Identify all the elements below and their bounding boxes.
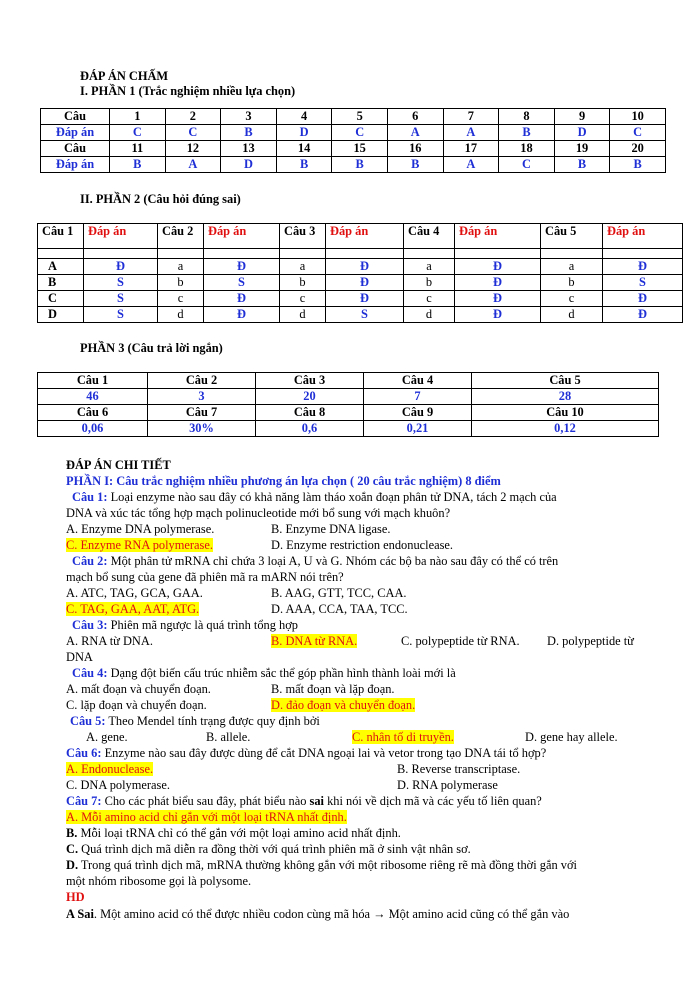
table2-statement-cell: c — [280, 291, 326, 307]
question-4 — [72, 665, 672, 681]
table2-header-cell: Đáp án — [84, 224, 158, 249]
q7-option-c-label: C. — [66, 842, 79, 856]
table2-statement-cell: a — [404, 259, 455, 275]
table2-answer-cell: Đ — [603, 307, 683, 323]
table2-answer-cell: S — [84, 291, 158, 307]
table1-answer-cell: C — [610, 125, 666, 141]
table2-statement-cell: C — [38, 291, 84, 307]
table1-row — [41, 141, 666, 157]
table2-header-cell: Đáp án — [326, 224, 404, 249]
table3-row — [38, 373, 659, 389]
question-6-text: Enzyme nào sau đây được dùng để cắt DNA ngoại lai và vetor trong tạo DNA tái tổ hợp? — [101, 746, 547, 760]
q1-option-a: A. Enzyme DNA polymerase. — [66, 522, 215, 536]
table2-header-cell: Đáp án — [455, 224, 541, 249]
table2-answer-cell: Đ — [204, 307, 280, 323]
table2-statement-cell: d — [541, 307, 603, 323]
table3-question-cell: Câu 7 — [148, 405, 256, 421]
q1-option-d: D. Enzyme restriction endonuclease. — [271, 538, 454, 552]
table3-answer-cell: 20 — [256, 389, 364, 405]
q4-option-a: A. mất đoạn và chuyển đoạn. — [66, 682, 211, 696]
q5-option-d: D. gene hay allele. — [525, 730, 618, 744]
table2-statement-cell: B — [38, 275, 84, 291]
table2-statement-cell: d — [404, 307, 455, 323]
q7-option-d — [66, 857, 666, 873]
table1-question-cell: 4 — [276, 109, 332, 125]
part2-answer-table — [37, 223, 683, 323]
table2-header-cell: Câu 5 — [541, 224, 603, 249]
question-7-text-post: khi nói về dịch mã và các yếu tố liên quan? — [324, 794, 542, 808]
table2-answer-cell: Đ — [455, 307, 541, 323]
q6-option-a: A. Endonuclease. — [66, 762, 154, 776]
table2-spacer-row — [38, 249, 683, 259]
table3-question-cell: Câu 2 — [148, 373, 256, 389]
table2-statement-cell: c — [158, 291, 204, 307]
part3-title: PHẦN 3 (Câu trả lời ngắn) — [80, 341, 223, 355]
question-5-label: Câu 5: — [70, 714, 106, 728]
table2-statement-cell: b — [541, 275, 603, 291]
table1-answer-cell: A — [165, 157, 221, 173]
table2-answer-cell: Đ — [326, 291, 404, 307]
table2-header-cell: Câu 3 — [280, 224, 326, 249]
table1-question-cell: 3 — [221, 109, 277, 125]
table3-question-cell: Câu 6 — [38, 405, 148, 421]
q3-option-d-2: DNA — [66, 650, 93, 664]
table1-question-cell: 17 — [443, 141, 499, 157]
q3-option-d: D. polypeptide từ — [547, 634, 634, 648]
part2-title: II. PHẦN 2 (Câu hỏi đúng sai) — [80, 192, 241, 206]
table1-answer-cell: A — [443, 125, 499, 141]
q2-option-b: B. AAG, GTT, TCC, CAA. — [271, 586, 407, 600]
table2-answer-cell: Đ — [603, 259, 683, 275]
table1-question-cell: 18 — [499, 141, 555, 157]
table1-row-label: Đáp án — [41, 157, 110, 173]
table1-answer-cell: A — [443, 157, 499, 173]
table3-answer-cell: 3 — [148, 389, 256, 405]
table3-answer-cell: 0,6 — [256, 421, 364, 437]
table3-question-cell: Câu 8 — [256, 405, 364, 421]
table2-answer-cell: Đ — [603, 291, 683, 307]
table2-answer-cell: Đ — [84, 259, 158, 275]
table2-header-cell: Câu 1 — [38, 224, 84, 249]
table1-answer-cell: C — [165, 125, 221, 141]
table1-answer-cell: C — [499, 157, 555, 173]
table1-question-cell: 15 — [332, 141, 388, 157]
table2-answer-cell: Đ — [204, 291, 280, 307]
table1-answer-cell: B — [387, 157, 443, 173]
table2-row — [38, 291, 683, 307]
table3-row — [38, 405, 659, 421]
q2-option-d: D. AAA, CCA, TAA, TCC. — [271, 602, 408, 616]
question-2-label: Câu 2: — [72, 554, 108, 568]
hd-a-label: A Sai — [66, 907, 94, 921]
table3-question-cell: Câu 4 — [364, 373, 472, 389]
question-6-label: Câu 6: — [66, 746, 102, 760]
table2-row — [38, 259, 683, 275]
question-4-label: Câu 4: — [72, 666, 108, 680]
table2-statement-cell: D — [38, 307, 84, 323]
table1-answer-cell: B — [554, 157, 610, 173]
table1-answer-cell: B — [110, 157, 166, 173]
q7-option-a: A. Mỗi amino acid chỉ gắn với một loại tRNA nhất định. — [66, 810, 347, 824]
table2-answer-cell: S — [204, 275, 280, 291]
q6-option-d: D. RNA polymerase — [397, 778, 498, 792]
part1-answer-table — [40, 108, 666, 173]
table1-answer-cell: A — [387, 125, 443, 141]
table2-answer-cell: Đ — [204, 259, 280, 275]
q5-option-a: A. gene. — [86, 730, 128, 744]
table2-statement-cell: d — [280, 307, 326, 323]
table2-answer-cell: S — [603, 275, 683, 291]
q3-option-c: C. polypeptide từ RNA. — [401, 634, 520, 648]
q6-option-b: B. Reverse transcriptase. — [397, 762, 521, 776]
table2-header-cell: Câu 4 — [404, 224, 455, 249]
question-1-text-2: DNA và xúc tác tổng hợp mạch polinucleotide mới bổ sung với mạch khuôn? — [66, 506, 451, 520]
table1-question-cell: 1 — [110, 109, 166, 125]
table2-header-row — [38, 224, 683, 249]
question-7 — [66, 793, 666, 809]
table3-answer-cell: 28 — [472, 389, 659, 405]
table1-question-cell: 8 — [499, 109, 555, 125]
table3-answer-cell: 46 — [38, 389, 148, 405]
table1-question-cell: 6 — [387, 109, 443, 125]
table3-answer-cell: 7 — [364, 389, 472, 405]
table3-answer-cell: 0,06 — [38, 421, 148, 437]
hd-label: HD — [66, 890, 85, 904]
table1-answer-cell: C — [332, 125, 388, 141]
table2-answer-cell: Đ — [326, 259, 404, 275]
question-7-text-bold: sai — [309, 794, 324, 808]
table2-statement-cell: b — [280, 275, 326, 291]
table1-question-cell: 2 — [165, 109, 221, 125]
table1-row-label: Đáp án — [41, 125, 110, 141]
question-3 — [72, 617, 672, 633]
table2-statement-cell: a — [158, 259, 204, 275]
table3-question-cell: Câu 10 — [472, 405, 659, 421]
table1-question-cell: 11 — [110, 141, 166, 157]
q7-option-c — [66, 841, 666, 857]
q3-option-b: B. DNA từ RNA. — [271, 634, 358, 648]
q7-option-b-label: B. — [66, 826, 78, 840]
table2-header-cell: Đáp án — [204, 224, 280, 249]
table2-statement-cell: c — [404, 291, 455, 307]
table2-answer-cell: S — [326, 307, 404, 323]
question-2-text-2: mạch bổ sung của gene đã phiên mã ra mARN nói trên? — [66, 570, 344, 584]
hd-explanation-a — [66, 906, 666, 922]
table1-question-cell: 12 — [165, 141, 221, 157]
part3-answer-table — [37, 372, 659, 437]
table2-answer-cell: Đ — [455, 275, 541, 291]
table2-statement-cell: a — [541, 259, 603, 275]
table1-answer-cell: B — [276, 157, 332, 173]
table3-row — [38, 421, 659, 437]
table1-answer-cell: B — [610, 157, 666, 173]
q7-option-d-label: D. — [66, 858, 79, 872]
table1-question-cell: 16 — [387, 141, 443, 157]
q5-option-c: C. nhân tố di truyền. — [352, 730, 454, 744]
table2-statement-cell: a — [280, 259, 326, 275]
table1-question-cell: 13 — [221, 141, 277, 157]
q3-option-a: A. RNA từ DNA. — [66, 634, 153, 648]
q7-option-c-text: Quá trình dịch mã diễn ra đồng thời với quá trình phiên mã ở sinh vật nhân sơ. — [78, 842, 471, 856]
q2-option-a: A. ATC, TAG, GCA, GAA. — [66, 586, 203, 600]
table2-statement-cell: b — [158, 275, 204, 291]
part1-title: I. PHẦN 1 (Trắc nghiệm nhiều lựa chọn) — [80, 84, 296, 98]
table1-row — [41, 109, 666, 125]
table2-statement-cell: c — [541, 291, 603, 307]
table1-answer-cell: B — [499, 125, 555, 141]
table2-answer-cell: Đ — [326, 275, 404, 291]
heading-main: ĐÁP ÁN CHẤM — [80, 69, 169, 83]
q7-option-b — [66, 825, 666, 841]
table2-answer-cell: S — [84, 307, 158, 323]
question-4-text: Dạng đột biến cấu trúc nhiễm sắc thể góp phần hình thành loài mới là — [107, 666, 456, 680]
question-3-text: Phiên mã ngược là quá trình tổng hợp — [107, 618, 298, 632]
table3-row — [38, 389, 659, 405]
table1-question-cell: 5 — [332, 109, 388, 125]
q2-option-c: C. TAG, GAA, AAT, ATG. — [66, 602, 200, 616]
question-2 — [72, 553, 672, 569]
q6-option-c: C. DNA polymerase. — [66, 778, 170, 792]
question-6 — [66, 745, 666, 761]
table2-answer-cell: Đ — [455, 259, 541, 275]
table1-answer-cell: C — [110, 125, 166, 141]
question-5 — [70, 713, 670, 729]
table2-statement-cell: A — [38, 259, 84, 275]
table1-question-cell: 20 — [610, 141, 666, 157]
table2-row — [38, 275, 683, 291]
table3-answer-cell: 0,21 — [364, 421, 472, 437]
hd-a-text: . Một amino acid có thể được nhiều codon cùng mã hóa → Một amino acid cũng có thể gắn vào — [93, 907, 570, 921]
table3-question-cell: Câu 5 — [472, 373, 659, 389]
question-1-label: Câu 1: — [72, 490, 108, 504]
detail-heading: ĐÁP ÁN CHI TIẾT — [66, 458, 171, 472]
table2-answer-cell: Đ — [455, 291, 541, 307]
question-1 — [72, 489, 672, 505]
table1-answer-cell: D — [554, 125, 610, 141]
table1-row — [41, 157, 666, 173]
table1-row-label: Câu — [41, 141, 110, 157]
table2-statement-cell: d — [158, 307, 204, 323]
table1-question-cell: 19 — [554, 141, 610, 157]
table1-answer-cell: D — [276, 125, 332, 141]
table2-answer-cell: S — [84, 275, 158, 291]
table2-row — [38, 307, 683, 323]
table3-answer-cell: 0,12 — [472, 421, 659, 437]
table1-question-cell: 14 — [276, 141, 332, 157]
question-7-label: Câu 7: — [66, 794, 102, 808]
question-2-text: Một phân tử mRNA chỉ chứa 3 loại A, U và G. Nhóm các bộ ba nào sau đây có thể có trên — [107, 554, 559, 568]
q7-option-d-2: một nhóm ribosome gọi là polysome. — [66, 874, 252, 888]
table1-question-cell: 7 — [443, 109, 499, 125]
table2-header-cell: Câu 2 — [158, 224, 204, 249]
question-3-label: Câu 3: — [72, 618, 108, 632]
question-1-text: Loại enzyme nào sau đây có khả năng làm tháo xoắn đoạn phân tử DNA, tách 2 mạch của — [107, 490, 557, 504]
table3-question-cell: Câu 1 — [38, 373, 148, 389]
q4-option-c: C. lặp đoạn và chuyển đoạn. — [66, 698, 207, 712]
q5-option-b: B. allele. — [206, 730, 251, 744]
table1-answer-cell: B — [332, 157, 388, 173]
table3-question-cell: Câu 3 — [256, 373, 364, 389]
table1-question-cell: 9 — [554, 109, 610, 125]
table1-row-label: Câu — [41, 109, 110, 125]
table2-header-cell: Đáp án — [603, 224, 683, 249]
table1-answer-cell: B — [221, 125, 277, 141]
table2-statement-cell: b — [404, 275, 455, 291]
table1-answer-cell: D — [221, 157, 277, 173]
question-7-text-pre: Cho các phát biểu sau đây, phát biểu nào — [101, 794, 310, 808]
q4-option-b: B. mất đoạn và lặp đoạn. — [271, 682, 395, 696]
q7-option-b-text: Mỗi loại tRNA chỉ có thể gắn với một loại amino acid nhất định. — [77, 826, 401, 840]
table3-question-cell: Câu 9 — [364, 405, 472, 421]
section1-title: PHẦN I: Câu trắc nghiệm nhiều phương án lựa chọn ( 20 câu trắc nghiệm) 8 điểm — [66, 474, 501, 488]
table3-answer-cell: 30% — [148, 421, 256, 437]
table1-row — [41, 125, 666, 141]
q1-option-b: B. Enzyme DNA ligase. — [271, 522, 391, 536]
table1-question-cell: 10 — [610, 109, 666, 125]
q4-option-d: D. đảo đoạn và chuyển đoạn. — [271, 698, 416, 712]
q1-option-c: C. Enzyme RNA polymerase. — [66, 538, 213, 552]
question-5-text: Theo Mendel tính trạng được quy định bởi — [105, 714, 320, 728]
q7-option-d-text: Trong quá trình dịch mã, mRNA thường không gắn với một ribosome riêng rẽ mà đồng thời gắn với — [78, 858, 577, 872]
